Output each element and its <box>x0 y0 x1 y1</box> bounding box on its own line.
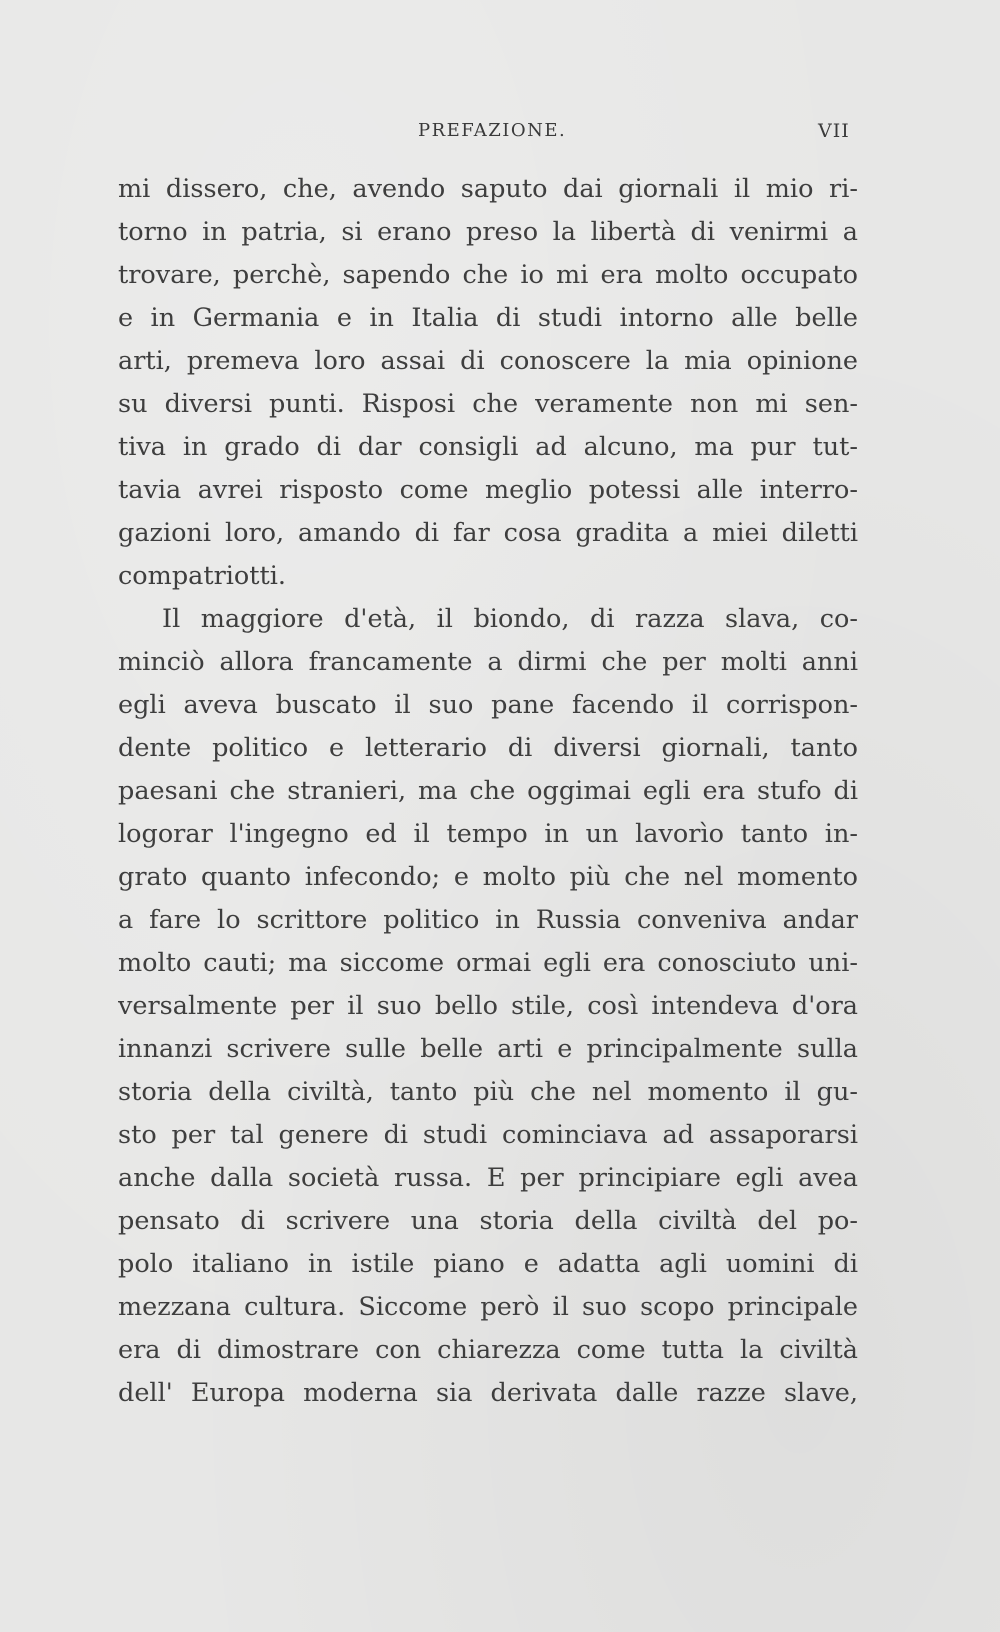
running-title: PREFAZIONE. <box>418 120 567 141</box>
text-line: e in Germania e in Italia di studi intorno alle belle <box>118 303 858 333</box>
text-line: grato quanto infecondo; e molto più che nel momento <box>118 862 858 892</box>
text-line: compatriotti. <box>118 561 287 591</box>
text-line: gazioni loro, amando di far cosa gradita a miei diletti <box>118 518 858 548</box>
text-line: logorar l'ingegno ed il tempo in un lavorìo tanto in- <box>118 819 858 849</box>
body-text <box>118 168 858 1415</box>
text-line: anche dalla società russa. E per principiare egli avea <box>118 1163 858 1193</box>
text-line: tavia avrei risposto come meglio potessi alle interro- <box>118 475 858 505</box>
text-line: storia della civiltà, tanto più che nel momento il gu- <box>118 1077 858 1107</box>
text-line: trovare, perchè, sapendo che io mi era molto occupato <box>118 260 858 290</box>
running-header <box>0 120 1000 150</box>
text-line: versalmente per il suo bello stile, così intendeva d'ora <box>118 991 858 1021</box>
text-line: minciò allora francamente a dirmi che per molti anni <box>118 647 858 677</box>
text-line: arti, premeva loro assai di conoscere la mia opinione <box>118 346 858 376</box>
text-line: a fare lo scrittore politico in Russia conveniva andar <box>118 905 858 935</box>
paragraph-start-line: Il maggiore d'età, il biondo, di razza slava, co- <box>162 604 858 634</box>
text-line: era di dimostrare con chiarezza come tutta la civiltà <box>118 1335 858 1365</box>
text-line: pensato di scrivere una storia della civiltà del po- <box>118 1206 858 1236</box>
text-line: mezzana cultura. Siccome però il suo scopo principale <box>118 1292 858 1322</box>
text-line: dell' Europa moderna sia derivata dalle razze slave, <box>118 1378 858 1408</box>
text-line: egli aveva buscato il suo pane facendo il corrispon- <box>118 690 858 720</box>
text-line: paesani che stranieri, ma che oggimai egli era stufo di <box>118 776 858 806</box>
text-line: polo italiano in istile piano e adatta agli uomini di <box>118 1249 858 1279</box>
text-line: innanzi scrivere sulle belle arti e principalmente sulla <box>118 1034 858 1064</box>
text-line: tiva in grado di dar consigli ad alcuno, ma pur tut- <box>118 432 858 462</box>
text-line: dente politico e letterario di diversi giornali, tanto <box>118 733 858 763</box>
page-number: VII <box>818 120 850 142</box>
text-line: torno in patria, si erano preso la libertà di venirmi a <box>118 217 858 247</box>
text-line: sto per tal genere di studi cominciava ad assaporarsi <box>118 1120 858 1150</box>
text-line: molto cauti; ma siccome ormai egli era conosciuto uni- <box>118 948 858 978</box>
text-line: mi dissero, che, avendo saputo dai giornali il mio ri- <box>118 174 858 204</box>
text-line: su diversi punti. Risposi che veramente non mi sen- <box>118 389 858 419</box>
